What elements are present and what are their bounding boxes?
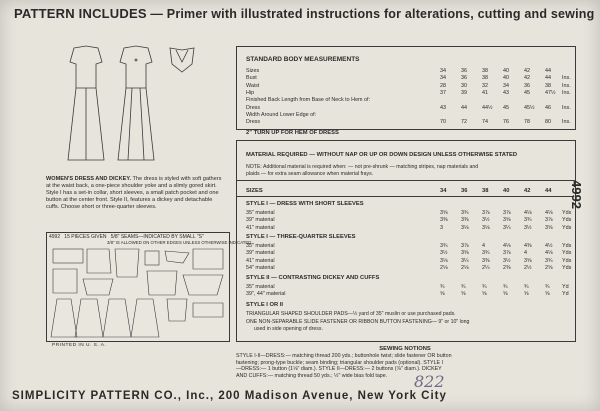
style2-value: ⅝ [503,291,508,298]
style1-3q-value: 3⅝ [524,257,532,264]
measurement-value: 43 [503,89,509,96]
style1-3q-label: 35" material [246,243,275,249]
pattern-pieces-diagram [46,232,253,342]
measurement-value: 74 [482,119,488,126]
style2-value: ¾ [482,284,487,290]
style1-short-value: 3⅝ [440,210,448,216]
header-subtitle: — Primer with illustrated instructions for alterations, cutting and sewing [150,7,595,21]
measurement-value: 36 [461,68,467,74]
measurement-value: 42 [524,75,530,82]
measurement-label: Hip [246,89,255,96]
style1-short-value: 3⅞ [482,210,490,216]
style1-short-value: 3¼ [503,224,511,231]
dress-front-view [118,46,154,160]
style1-3q-value: 3¼ [461,257,469,264]
style1-3q-value: 3⅞ [461,243,469,249]
measurement-value: 47½ [545,89,556,96]
style2-value: ⅝ [461,291,466,298]
description-title: WOMEN'S DRESS AND DICKEY. [46,176,132,182]
material-divider [236,180,574,181]
pieces-seam-note: 3/8" IS ALLOWED ON OTHER EDGES UNLESS OTHERWISE INDICATED. [107,240,253,245]
measurement-value: 78 [524,119,530,126]
style2-value: ⅝ [482,291,487,298]
measurement-value: 44½ [482,104,493,111]
style1-3q-label: 54" material [246,264,275,271]
style2-label: 35" material [246,284,275,290]
style1-3q-value: 4½ [545,243,553,249]
style2-value: ⅝ [440,291,445,298]
measurement-value: 34 [440,75,446,82]
measurement-value: 36 [524,82,530,89]
style1-short-label: 39" material [246,217,275,224]
style1-3q-value: 2¼ [482,264,490,271]
style2-value: ¾ [461,284,466,290]
measurement-value: 46 [545,104,551,111]
measurement-value: 72 [461,119,467,126]
measurement-value: 80 [545,119,551,126]
material-size: 34 [440,188,447,194]
measurement-value: 36 [461,75,467,82]
measurement-value: 39 [461,89,467,96]
style1-3q-value: 4⅛ [545,250,553,257]
measurement-value: 40 [503,75,509,82]
style1-short-label: 41" material [246,224,275,231]
measurement-value: 34 [503,82,509,89]
style1-3q-value: 2⅛ [440,264,448,271]
style2-value: ¾ [524,284,529,290]
sizes-divider [236,196,574,197]
measurement-value: 30 [461,82,467,89]
fastener-note-1: ONE NON-SEPARABLE SLIDE FASTENER OR RIBBON BUTTON FASTENING— 9" or 10" long [246,319,470,325]
style1-short-value: 3½ [524,224,532,231]
measurement-value: 45 [524,89,530,96]
style1-3q-value: 3⅜ [482,257,490,264]
style1-short-value: 3⅜ [440,217,448,224]
measurement-label: Bust [246,75,257,82]
style1-short-value: 3⅛ [482,224,490,231]
style1-short-value: 4⅛ [545,210,553,216]
material-title: MATERIAL REQUIRED — WITHOUT NAP OR UP OR DOWN DESIGN UNLESS OTHERWISE STATED [246,152,518,158]
style1-short-value: 3⅝ [503,217,511,224]
measurement-unit: Ins. [562,75,571,82]
standard-measurements-title: STANDARD BODY MEASUREMENTS [246,56,360,63]
style1-3q-value: 3¾ [482,250,490,257]
measurement-unit: Ins. [562,82,571,89]
measurement-value: 44 [461,104,467,111]
measurement-label: Dress [246,119,261,126]
description-body: The dress is styled with soft gathers at the waist back, a one-piece shoulder yoke and a slimly gored skirt. Style I has a set-in collar, short sleeves, a small patch pocket and one button at the center front. Style II, features a dickey and detachable cuffs. Choose short or three-quarter sleeves. [46,176,222,210]
measurement-label: Sizes [246,68,260,74]
pieces-count: 15 PIECES GIVEN [64,234,107,240]
sewing-notions-title: SEWING NOTIONS [379,346,431,352]
measurement-value: 45 [503,104,509,111]
dress-illustrations [52,40,212,172]
material-size: 42 [524,188,531,194]
measurement-value: 44 [545,68,551,74]
measurement-value: 38 [482,68,488,74]
sewing-line-3: —DRESS:— 1 button (1⅛" diam.). STYLE II—DRESS:— 2 buttons (⅞" diam.). DICKEY [236,366,442,373]
side-pattern-number: 4992 [569,180,584,209]
pieces-number: 4992 [49,234,61,240]
style2-unit: Yd [562,291,569,298]
dickey-illustration [170,48,194,72]
measurement-unit: Ins. [562,119,571,126]
measurement-value: 40 [503,68,509,74]
style1-3q-value: 3⅛ [440,257,448,264]
style1-3q-value: 3½ [440,250,448,257]
style-or-title: STYLE I OR II [246,302,284,308]
printed-in-usa: PRINTED IN U. S. A. [52,343,107,348]
shoulder-pads-note: TRIANGULAR SHAPED SHOULDER PADS—½ yard of 35" muslin or use purchased pads. [246,311,456,317]
style1-3q-unit: Yds [562,250,572,257]
style1-short-value: 3¾ [524,217,532,224]
sewing-line-1: STYLE I-II—DRESS:— matching thread 200 yds.; buttonhole twist; slide fastener OR button [236,352,452,359]
sizes-label: SIZES [246,188,263,194]
style2-title: STYLE II — CONTRASTING DICKEY AND CUFFS [246,275,380,281]
style1-3q-label: 41" material [246,257,275,264]
pieces-seams: 5/8" SEAMS—INDICATED BY SMALL "S" [110,234,204,240]
style2-value: ⅝ [524,291,529,298]
style1-short-unit: Yds [562,217,572,224]
style1-3q-value: 3⅞ [503,250,511,257]
style1-3q-value: 2½ [524,264,532,271]
style1-short-unit: Yds [562,224,572,231]
measurement-value: 42 [524,68,530,74]
page-footer: SIMPLICITY PATTERN CO., Inc., 200 Madison Avenue, New York City [12,390,447,402]
style2-value: ¾ [545,284,550,290]
style1-short-value: 3⅜ [461,217,469,224]
measurement-unit: Ins. [562,104,571,111]
fastener-note-2: used in side opening of dress. [254,326,323,332]
style1-short-value: 3⅞ [503,210,511,216]
style1-3q-value: 2⅜ [503,264,511,271]
style1-short-label: 35" material [246,210,275,216]
style2-value: ¾ [503,284,508,290]
style1-3q-value: 4⅜ [524,243,532,249]
style1-3q-value: 3¾ [440,243,448,249]
style1-short-unit: Yds [562,210,572,216]
measurement-value: 38 [545,82,551,89]
style1-3q-value: 4 [524,250,527,257]
measurement-value: 70 [440,119,446,126]
measurement-value: 43 [440,104,446,111]
measurement-unit: Ins. [562,89,571,96]
sewing-notions [236,346,574,380]
measurement-value: 37 [440,89,446,96]
measurement-value: 34 [440,68,446,74]
material-note-1: NOTE: Additional material is required when: — not pre-shrunk — matching stripes, nap materials and [246,164,479,170]
material-note-2: plaids — for extra seam allowance when material frays. [246,171,374,177]
measurement-value: 41 [482,89,488,96]
style1-3q-value: 2⅝ [545,264,553,271]
style2-unit: Yd [562,284,569,290]
style1-3q-title: STYLE I — THREE-QUARTER SLEEVES [246,234,356,240]
style1-short-value: 3 [440,224,443,231]
material-size: 38 [482,188,489,194]
style1-3q-value: 4 [482,243,485,249]
pattern-pieces-drawing [47,233,229,341]
style1-short-value: 3⅞ [545,217,553,224]
style1-3q-unit: Yds [562,264,572,271]
measurement-value: 44 [545,75,551,82]
style1-short-value: 3⅛ [461,224,469,231]
material-size: 40 [503,188,510,194]
style1-3q-value: 4⅛ [503,243,511,249]
measurement-label: Dress [246,104,261,111]
style1-3q-value: 3¾ [545,257,553,264]
measurement-label: Finished Back Length from Base of Neck to Hem of: [246,97,371,104]
measurement-label: Waist [246,82,260,89]
hem-note: 2" TURN UP FOR HEM OF DRESS [246,130,339,136]
style1-3q-unit: Yds [562,243,572,249]
measurement-value: 38 [482,75,488,82]
style1-short-value: 4⅛ [524,210,532,216]
pencil-price-mark: 822 [414,372,445,391]
header-title: PATTERN INCLUDES [14,6,147,21]
dress-back-view [68,46,104,160]
sewing-line-2: fastening; prong-type buckle; seam binding; triangular shoulder pads (optional). STYLE I [236,359,443,366]
style1-3q-value: 3½ [503,257,511,264]
measurement-value: 32 [482,82,488,89]
style1-short-value: 3¾ [461,210,469,216]
measurement-value: 45½ [524,104,535,111]
measurement-value: 76 [503,119,509,126]
style1-3q-value: 3⅝ [461,250,469,257]
style1-3q-unit: Yds [562,257,572,264]
style1-3q-value: 2⅛ [461,264,469,271]
pattern-description [46,176,222,211]
style1-short-value: 3⅝ [545,224,553,231]
style1-short-value: 3½ [482,217,490,224]
page-header [14,6,594,21]
style2-value: ¾ [440,284,445,290]
sewing-line-4: AND CUFFS:— matching thread 50 yds.; ½" wide bias fold tape. [236,373,388,380]
material-size: 36 [461,188,468,194]
style2-label: 39", 44" material [246,291,286,298]
style2-value: ⅝ [545,291,550,298]
measurement-value: 28 [440,82,446,89]
material-size: 44 [545,188,552,194]
style1-short-title: STYLE I — DRESS WITH SHORT SLEEVES [246,201,364,207]
style1-3q-label: 39" material [246,250,275,257]
measurement-label: Width Around Lower Edge of: [246,111,317,118]
